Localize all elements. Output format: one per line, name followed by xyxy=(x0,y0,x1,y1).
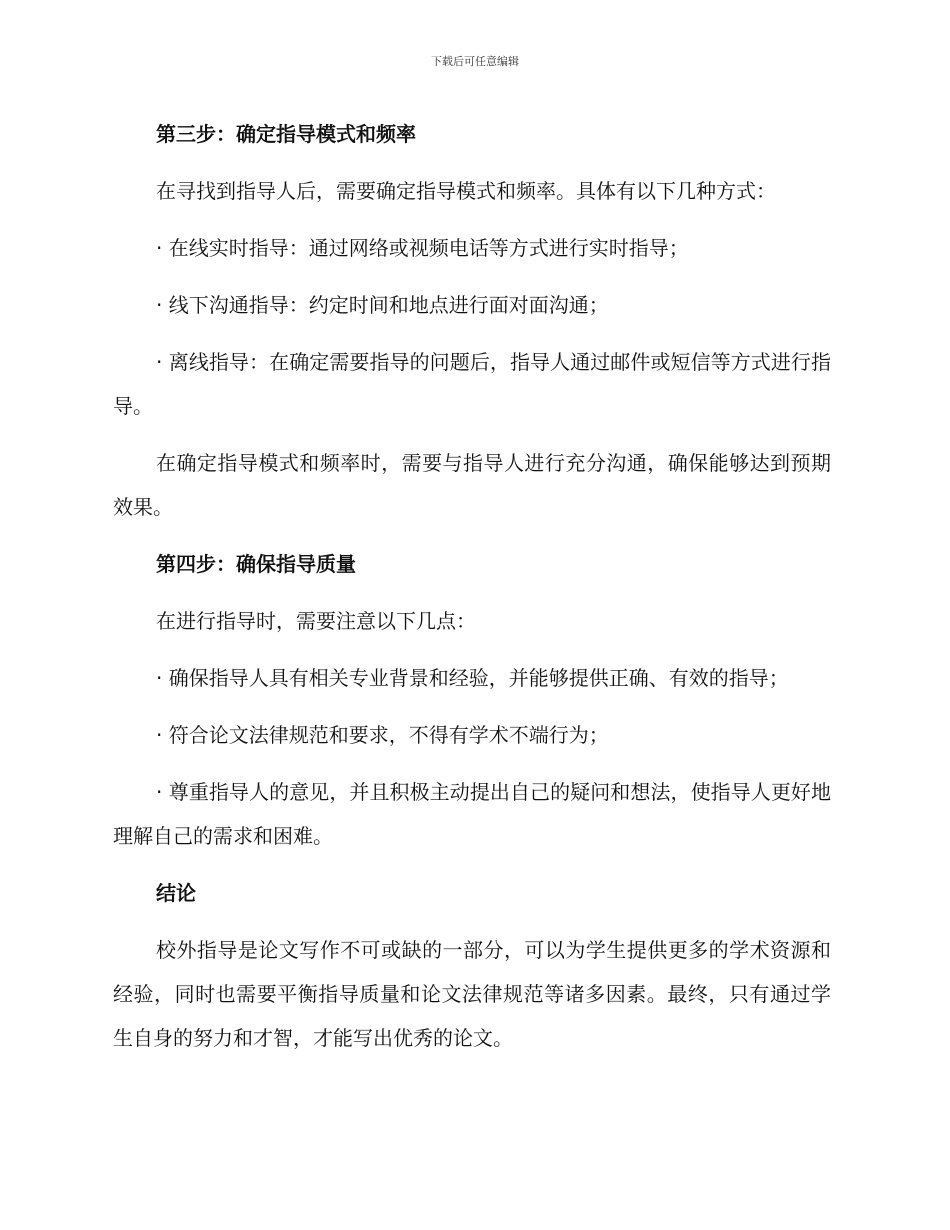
section-heading-step3: 第三步：确定指导模式和频率 xyxy=(156,122,416,146)
section-heading-step4: 第四步：确保指导质量 xyxy=(156,552,356,576)
list-item-qualification: · 确保指导人具有相关专业背景和经验，并能够提供正确、有效的指导； xyxy=(156,666,789,690)
paragraph-notes-intro: 在进行指导时，需要注意以下几点： xyxy=(156,609,476,633)
list-item-respect: · 尊重指导人的意见，并且积极主动提出自己的疑问和想法，使指导人更好地理解自己的需求和困难。 xyxy=(113,780,831,848)
list-item-offline-guidance: · 离线指导：在确定需要指导的问题后，指导人通过邮件或短信等方式进行指导。 xyxy=(113,350,831,418)
paragraph-communication: 在确定指导模式和频率时，需要与指导人进行充分沟通，确保能够达到预期效果。 xyxy=(113,451,831,519)
document-body xyxy=(113,112,831,1060)
list-item-offline-meeting: · 线下沟通指导：约定时间和地点进行面对面沟通； xyxy=(156,293,609,317)
list-item-online: · 在线实时指导：通过网络或视频电话等方式进行实时指导； xyxy=(156,236,689,260)
page-header: 下载后可任意编辑 xyxy=(431,55,519,68)
list-item-compliance: · 符合论文法律规范和要求，不得有学术不端行为； xyxy=(156,723,609,747)
paragraph-conclusion: 校外指导是论文写作不可或缺的一部分，可以为学生提供更多的学术资源和经验，同时也需要平衡指导质量和论文法律规范等诸多因素。最终，只有通过学生自身的努力和才智，才能写出优秀的论文。 xyxy=(113,938,831,1050)
section-heading-conclusion: 结论 xyxy=(156,881,196,905)
paragraph-intro-modes: 在寻找到指导人后，需要确定指导模式和频率。具体有以下几种方式： xyxy=(156,179,776,203)
